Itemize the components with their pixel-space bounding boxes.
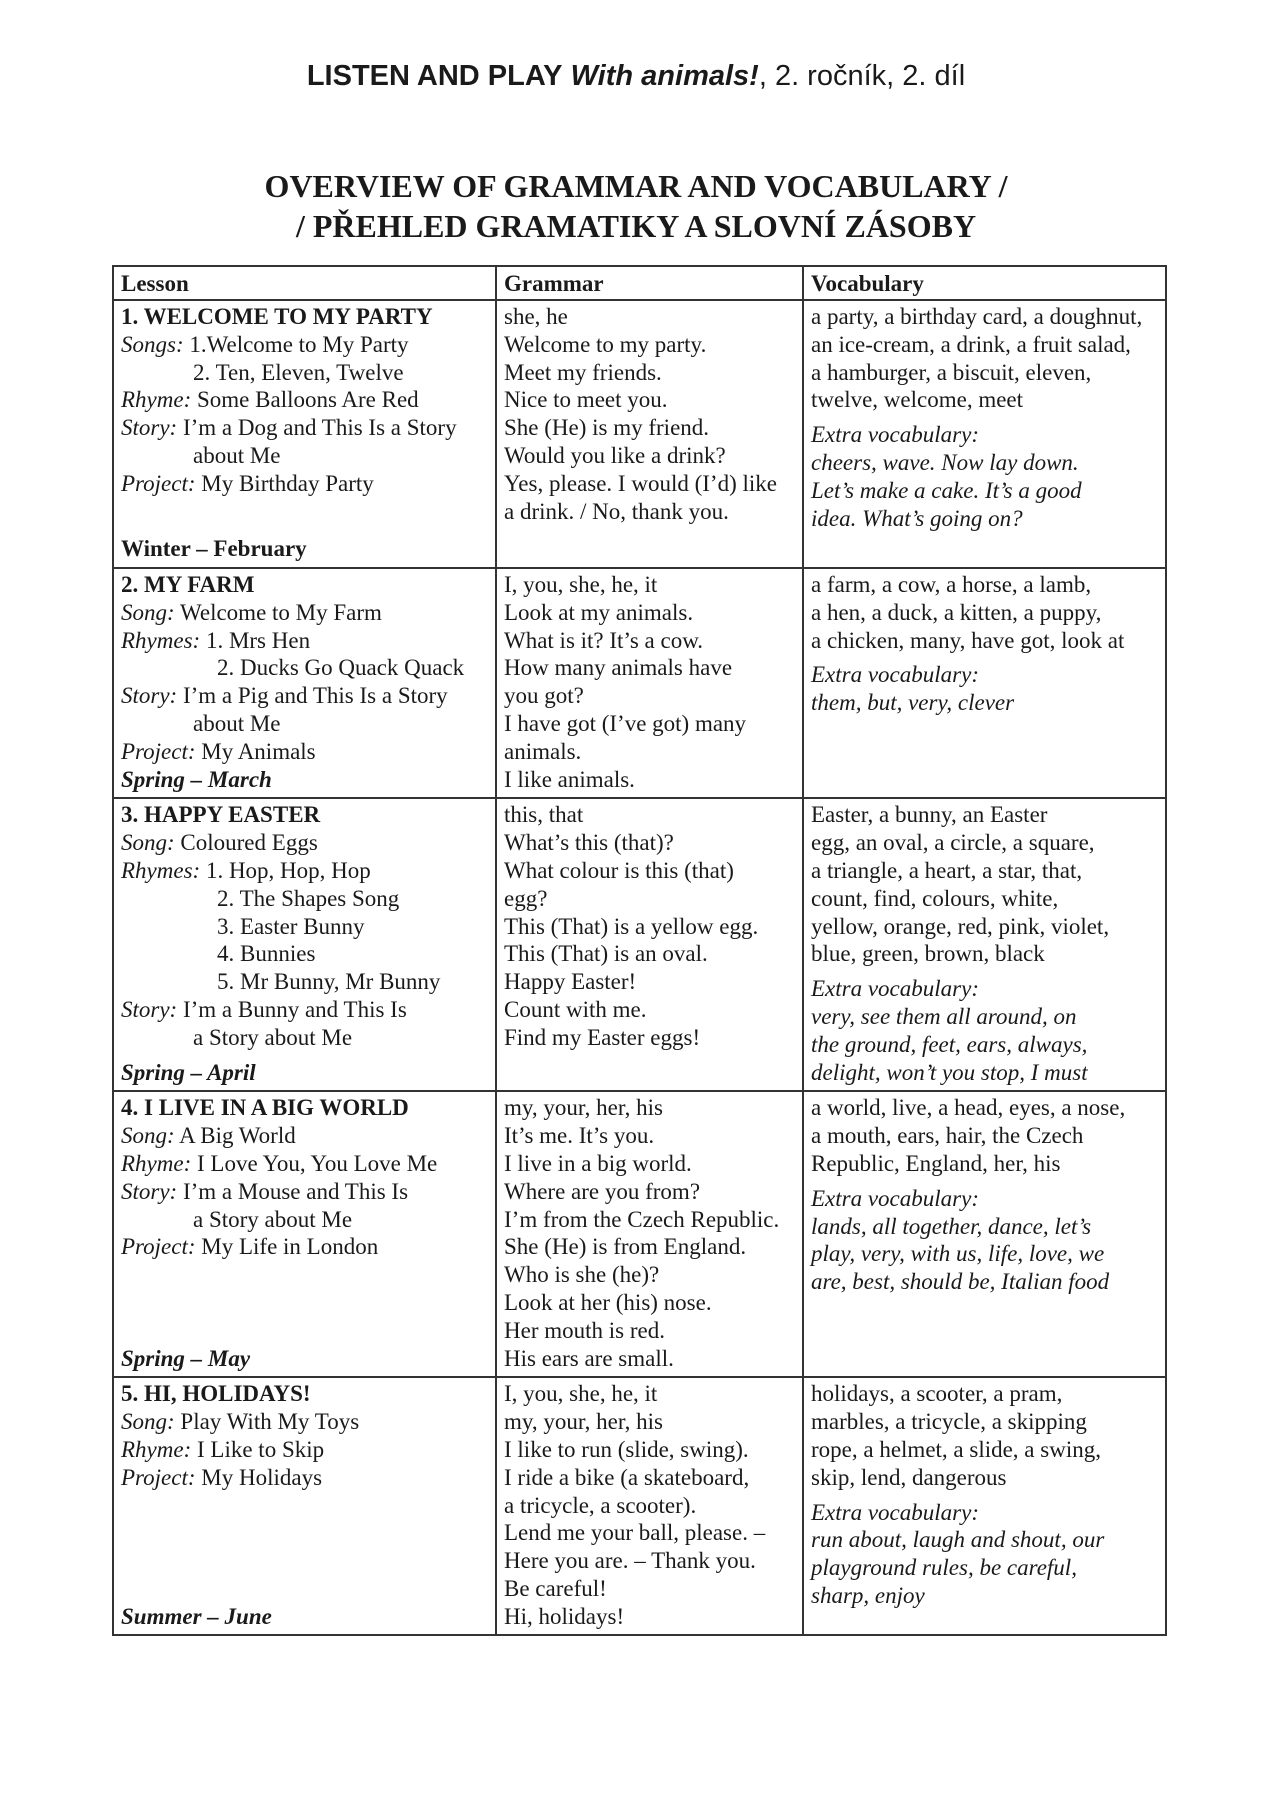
- extra-vocabulary-line: delight, won’t you stop, I must: [811, 1059, 1088, 1085]
- grammar-cell: [496, 300, 803, 568]
- extra-vocabulary: [811, 421, 1158, 532]
- vocabulary-line: Republic, England, her, his: [811, 1150, 1061, 1176]
- vocabulary-cell: [803, 568, 1166, 798]
- lesson-line: [121, 829, 488, 857]
- vocabulary-line: skip, lend, dangerous: [811, 1464, 1007, 1490]
- grammar-line: a drink. / No, thank you.: [504, 498, 729, 524]
- extra-vocabulary-label: Extra vocabulary:: [811, 1499, 979, 1525]
- vocabulary-line: a party, a birthday card, a doughnut,: [811, 304, 1143, 329]
- grammar-line: she, he: [504, 304, 568, 329]
- grammar-line: Find my Easter eggs!: [504, 1024, 701, 1050]
- grammar-cell: [496, 798, 803, 1091]
- lesson-cell: [113, 798, 496, 1091]
- vocabulary-line: Easter, a bunny, an Easter: [811, 802, 1048, 828]
- grammar-line: What’s this (that)?: [504, 830, 674, 856]
- extra-vocabulary-line: playground rules, be careful,: [811, 1555, 1077, 1581]
- lesson-line-label: Song:: [121, 1123, 175, 1149]
- lesson-line-label: Song:: [121, 599, 175, 625]
- column-header-lesson: Lesson: [113, 266, 496, 300]
- vocabulary-cell: [803, 1377, 1166, 1635]
- lesson-line-text: 2. Ducks Go Quack Quack: [217, 655, 465, 681]
- grammar-line: I, you, she, he, it: [504, 572, 658, 597]
- extra-vocabulary-line: cheers, wave. Now lay down.: [811, 449, 1079, 475]
- grammar-line: His ears are small.: [504, 1345, 674, 1371]
- lesson-line: [121, 386, 488, 414]
- lesson-cell: [113, 568, 496, 798]
- grammar-line: Yes, please. I would (I’d) like: [504, 470, 777, 496]
- extra-vocabulary-label: Extra vocabulary:: [811, 662, 979, 688]
- lesson-cell: [113, 300, 496, 568]
- lesson-line-text: 2. The Shapes Song: [217, 885, 400, 911]
- grammar-line: This (That) is a yellow egg.: [504, 913, 759, 939]
- season-label: Spring – May: [121, 1345, 251, 1371]
- lesson-line-label: Rhyme:: [121, 387, 192, 413]
- lesson-line-text: a Story about Me: [193, 1024, 353, 1050]
- lesson-line-text: 3. Easter Bunny: [217, 913, 365, 939]
- lesson-line-text: I Love You, You Love Me: [191, 1150, 438, 1176]
- lesson-title: 2. MY FARM: [121, 572, 255, 597]
- extra-vocabulary-line: sharp, enjoy: [811, 1582, 925, 1608]
- lesson-line: [121, 682, 488, 710]
- lesson-line: [121, 627, 488, 655]
- title-line-czech: / PŘEHLED GRAMATIKY A SLOVNÍ ZÁSOBY: [295, 208, 977, 244]
- grammar-line: Would you like a drink?: [504, 442, 726, 468]
- column-header-vocabulary: Vocabulary: [803, 266, 1166, 300]
- grammar-line: She (He) is from England.: [504, 1234, 747, 1260]
- lesson-line: [121, 442, 488, 470]
- lesson-line-text: I’m a Bunny and This Is: [177, 996, 407, 1022]
- lesson-line-label: Project:: [121, 1464, 196, 1490]
- lesson-line-label: Songs:: [121, 331, 184, 357]
- extra-vocabulary-line: them, but, very, clever: [811, 690, 1015, 716]
- grammar-line: Meet my friends.: [504, 359, 662, 385]
- table-row: [113, 568, 1166, 798]
- lesson-line-text: I’m a Dog and This Is a Story: [177, 415, 457, 441]
- vocabulary-line: marbles, a tricycle, a skipping: [811, 1409, 1087, 1435]
- lesson-line-text: Welcome to My Farm: [174, 599, 382, 625]
- lesson-line-label: Story:: [121, 1178, 178, 1204]
- grammar-line: What colour is this (that): [504, 857, 734, 883]
- lesson-line: [121, 470, 488, 498]
- grammar-line: I’m from the Czech Republic.: [504, 1206, 780, 1232]
- lesson-line-label: Rhyme:: [121, 1150, 192, 1176]
- lesson-cell: [113, 1377, 496, 1635]
- lesson-line: [121, 940, 488, 968]
- grammar-line: Lend me your ball, please. –: [504, 1520, 766, 1546]
- lesson-line-text: 1.Welcome to My Party: [183, 331, 409, 357]
- grammar-line: I like to run (slide, swing).: [504, 1436, 749, 1462]
- grammar-line: you got?: [504, 683, 584, 709]
- vocabulary-line: a hen, a duck, a kitten, a puppy,: [811, 599, 1102, 625]
- extra-vocabulary-label: Extra vocabulary:: [811, 422, 979, 448]
- lesson-line-text: A Big World: [174, 1123, 296, 1149]
- lesson-line-text: 2. Ten, Eleven, Twelve: [193, 359, 404, 385]
- grammar-line: Hi, holidays!: [504, 1603, 625, 1629]
- extra-vocabulary-label: Extra vocabulary:: [811, 1185, 979, 1211]
- vocabulary-line: blue, green, brown, black: [811, 941, 1045, 967]
- table-row: [113, 300, 1166, 568]
- grammar-line: How many animals have: [504, 655, 733, 681]
- grammar-line: Happy Easter!: [504, 969, 637, 995]
- table-row: [113, 798, 1166, 1091]
- vocabulary-line: twelve, welcome, meet: [811, 387, 1024, 413]
- lesson-line: [121, 738, 488, 766]
- vocabulary-line: count, find, colours, white,: [811, 885, 1059, 911]
- extra-vocabulary-line: lands, all together, dance, let’s: [811, 1213, 1092, 1239]
- lesson-line: [121, 359, 488, 387]
- extra-vocabulary-line: idea. What’s going on?: [811, 505, 1023, 531]
- lesson-line-text: about Me: [193, 442, 281, 468]
- vocabulary-line: yellow, orange, red, pink, violet,: [811, 913, 1110, 939]
- lesson-line-text: 1. Mrs Hen: [200, 627, 311, 653]
- lesson-line-label: Rhymes:: [121, 627, 201, 653]
- lesson-line: [121, 1024, 488, 1052]
- lesson-line: [121, 996, 488, 1024]
- vocabulary-cell: [803, 1091, 1166, 1377]
- lesson-line-text: about Me: [193, 710, 281, 736]
- lesson-line-text: I’m a Pig and This Is a Story: [177, 683, 448, 709]
- grammar-line: It’s me. It’s you.: [504, 1123, 655, 1149]
- grammar-cell: [496, 1091, 803, 1377]
- grammar-line: I ride a bike (a skateboard,: [504, 1464, 750, 1490]
- overview-table: [112, 265, 1167, 1636]
- extra-vocabulary-line: Let’s make a cake. It’s a good: [811, 477, 1082, 503]
- lesson-line-text: My Animals: [195, 738, 316, 764]
- grammar-line: a tricycle, a scooter).: [504, 1492, 697, 1518]
- lesson-line-label: Song:: [121, 1409, 175, 1435]
- lesson-line-label: Rhymes:: [121, 857, 201, 883]
- lesson-line-text: My Birthday Party: [195, 470, 374, 496]
- table-row: [113, 1377, 1166, 1635]
- lesson-line: [121, 968, 488, 996]
- extra-vocabulary-label: Extra vocabulary:: [811, 976, 979, 1002]
- lesson-line-text: 5. Mr Bunny, Mr Bunny: [217, 969, 441, 995]
- vocabulary-cell: [803, 798, 1166, 1091]
- extra-vocabulary-line: run about, laugh and shout, our: [811, 1527, 1105, 1553]
- grammar-line: This (That) is an oval.: [504, 941, 708, 967]
- grammar-line: I have got (I’ve got) many: [504, 710, 747, 736]
- grammar-line: I, you, she, he, it: [504, 1381, 658, 1407]
- vocabulary-cell: [803, 300, 1166, 568]
- grammar-line: my, your, her, his: [504, 1095, 663, 1121]
- grammar-line: Her mouth is red.: [504, 1317, 665, 1343]
- extra-vocabulary: [811, 1499, 1158, 1610]
- lesson-line-text: My Holidays: [195, 1464, 323, 1490]
- series-title: LISTEN AND PLAY: [306, 60, 563, 92]
- lesson-line-text: 1. Hop, Hop, Hop: [200, 857, 371, 883]
- lesson-line: [121, 857, 488, 885]
- lesson-line: [121, 599, 488, 627]
- lesson-line-label: Story:: [121, 415, 178, 441]
- lesson-title: 4. I LIVE IN A BIG WORLD: [121, 1095, 409, 1121]
- season-label: Summer – June: [121, 1603, 272, 1629]
- lesson-title: 5. HI, HOLIDAYS!: [121, 1381, 311, 1407]
- lesson-line-text: I’m a Mouse and This Is: [177, 1178, 409, 1204]
- page-header: [0, 58, 1272, 94]
- vocabulary-line: rope, a helmet, a slide, a swing,: [811, 1436, 1101, 1462]
- grammar-line: I like animals.: [504, 766, 635, 792]
- extra-vocabulary: [811, 661, 1158, 717]
- vocabulary-line: a triangle, a heart, a star, that,: [811, 857, 1083, 883]
- extra-vocabulary-line: are, best, should be, Italian food: [811, 1269, 1110, 1295]
- lesson-line-text: Some Balloons Are Red: [191, 387, 419, 413]
- grammar-line: I live in a big world.: [504, 1150, 692, 1176]
- extra-vocabulary-line: play, very, with us, life, love, we: [811, 1241, 1105, 1267]
- lesson-line: [121, 913, 488, 941]
- grammar-line: Nice to meet you.: [504, 387, 668, 413]
- vocabulary-line: a mouth, ears, hair, the Czech: [811, 1123, 1084, 1149]
- grammar-line: Where are you from?: [504, 1178, 701, 1204]
- grammar-line: this, that: [504, 802, 584, 828]
- extra-vocabulary-line: very, see them all around, on: [811, 1003, 1077, 1029]
- document-title: [0, 166, 1272, 246]
- grammar-line: Welcome to my party.: [504, 331, 707, 357]
- lesson-line-label: Rhyme:: [121, 1436, 192, 1462]
- lesson-line: [121, 885, 488, 913]
- lesson-line: [121, 654, 488, 682]
- table-header-row: [113, 266, 1166, 300]
- grammar-line: Be careful!: [504, 1575, 607, 1601]
- table-body: [113, 300, 1166, 1635]
- season-label: Winter – February: [121, 536, 307, 562]
- grammar-line: Count with me.: [504, 996, 647, 1022]
- vocabulary-line: holidays, a scooter, a pram,: [811, 1381, 1063, 1407]
- grammar-line: animals.: [504, 738, 582, 764]
- lesson-line: [121, 1178, 488, 1206]
- season-label: Spring – April: [121, 1059, 256, 1085]
- vocabulary-line: egg, an oval, a circle, a square,: [811, 830, 1095, 856]
- lesson-line: [121, 1206, 488, 1234]
- grammar-cell: [496, 568, 803, 798]
- extra-vocabulary: [811, 975, 1158, 1086]
- vocabulary-line: a hamburger, a biscuit, eleven,: [811, 359, 1092, 385]
- lesson-title: 1. WELCOME TO MY PARTY: [121, 304, 433, 329]
- grammar-line: my, your, her, his: [504, 1409, 663, 1435]
- season-label: Spring – March: [121, 766, 272, 792]
- lesson-line-text: Play With My Toys: [174, 1409, 360, 1435]
- vocabulary-line: a chicken, many, have got, look at: [811, 627, 1125, 653]
- lesson-line-label: Story:: [121, 683, 178, 709]
- extra-vocabulary-line: the ground, feet, ears, always,: [811, 1031, 1088, 1057]
- lesson-line: [121, 1464, 488, 1492]
- grammar-line: She (He) is my friend.: [504, 415, 710, 441]
- lesson-line-text: I Like to Skip: [191, 1436, 325, 1462]
- series-subtitle: With animals!: [570, 60, 759, 92]
- lesson-line: [121, 1436, 488, 1464]
- lesson-line-label: Project:: [121, 470, 196, 496]
- table-row: [113, 1091, 1166, 1377]
- grammar-line: Look at her (his) nose.: [504, 1289, 712, 1315]
- lesson-line-text: Coloured Eggs: [174, 830, 318, 856]
- vocabulary-line: an ice-cream, a drink, a fruit salad,: [811, 331, 1131, 357]
- lesson-line-label: Story:: [121, 996, 178, 1022]
- lesson-line: [121, 414, 488, 442]
- lesson-line: [121, 1122, 488, 1150]
- lesson-line-text: 4. Bunnies: [217, 941, 316, 967]
- lesson-line-label: Song:: [121, 830, 175, 856]
- grammar-line: Who is she (he)?: [504, 1262, 660, 1288]
- lesson-line-text: My Life in London: [195, 1234, 379, 1260]
- grammar-line: Here you are. – Thank you.: [504, 1548, 756, 1574]
- title-line-english: OVERVIEW OF GRAMMAR AND VOCABULARY /: [264, 168, 1008, 204]
- lesson-line: [121, 331, 488, 359]
- grammar-line: egg?: [504, 885, 548, 911]
- extra-vocabulary: [811, 1185, 1158, 1296]
- vocabulary-line: a world, live, a head, eyes, a nose,: [811, 1095, 1126, 1121]
- lesson-line: [121, 710, 488, 738]
- lesson-cell: [113, 1091, 496, 1377]
- lesson-title: 3. HAPPY EASTER: [121, 802, 321, 828]
- lesson-line-label: Project:: [121, 1234, 196, 1260]
- lesson-line: [121, 1150, 488, 1178]
- grammar-line: Look at my animals.: [504, 599, 694, 625]
- lesson-line: [121, 1233, 488, 1261]
- grade-info: , 2. ročník, 2. díl: [758, 60, 966, 92]
- vocabulary-line: a farm, a cow, a horse, a lamb,: [811, 572, 1092, 597]
- column-header-grammar: Grammar: [496, 266, 803, 300]
- grammar-line: What is it? It’s a cow.: [504, 627, 704, 653]
- lesson-line: [121, 1408, 488, 1436]
- lesson-line-text: a Story about Me: [193, 1206, 353, 1232]
- grammar-cell: [496, 1377, 803, 1635]
- lesson-line-label: Project:: [121, 738, 196, 764]
